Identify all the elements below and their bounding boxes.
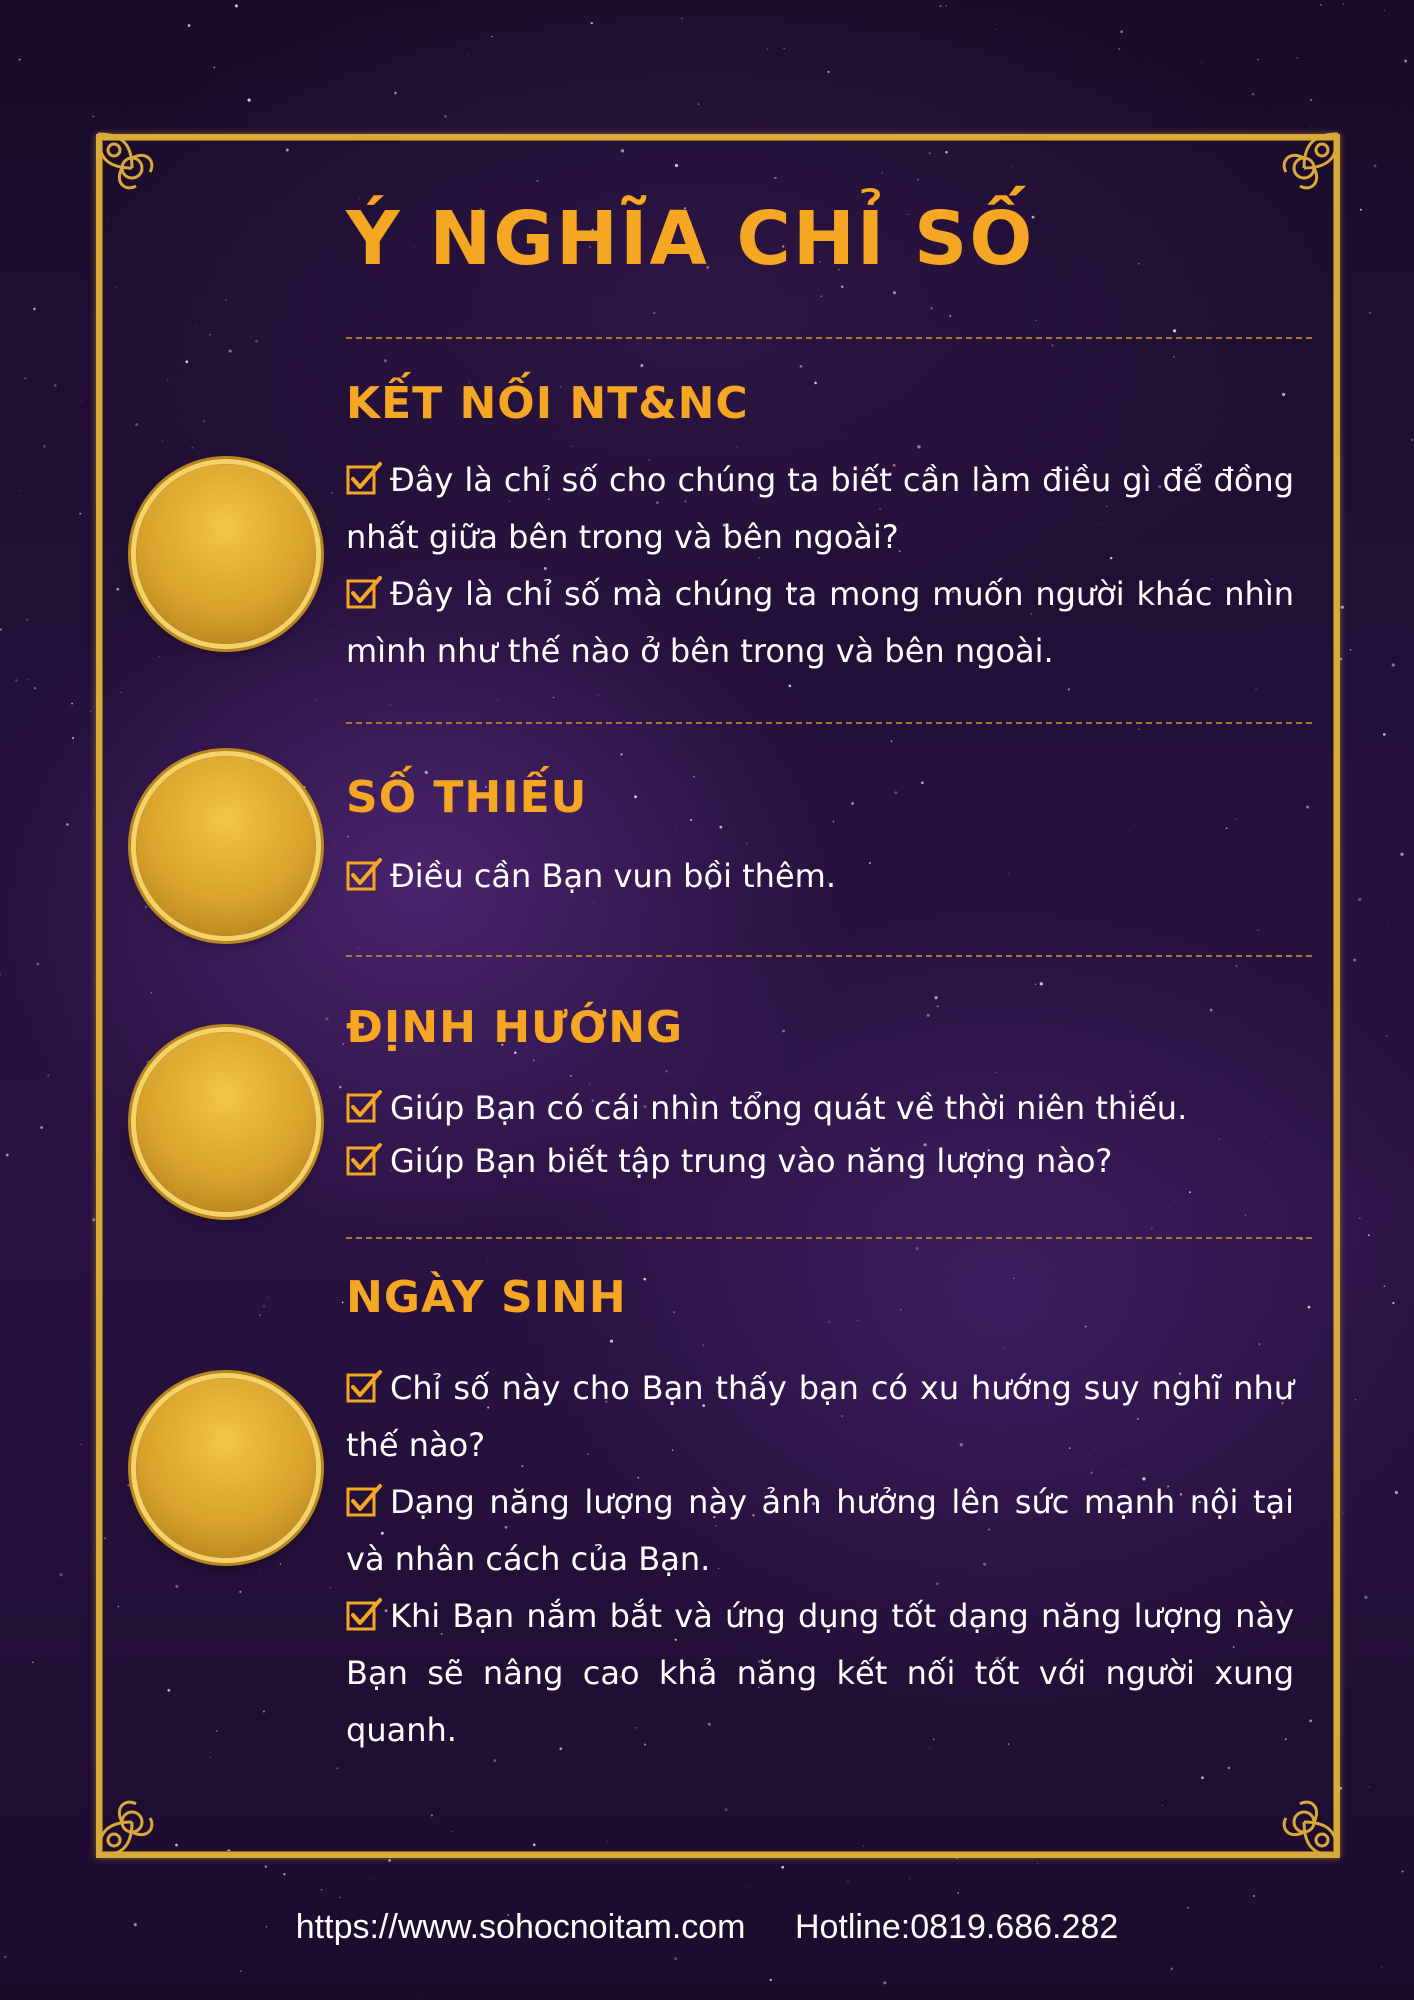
list-item-text: Chỉ số này cho Bạn thấy bạn có xu hướng suy nghĩ như thế nào? bbox=[346, 1369, 1294, 1464]
star bbox=[1359, 1218, 1361, 1220]
star bbox=[1343, 3, 1344, 4]
corner-ornament-icon bbox=[1272, 128, 1344, 200]
star bbox=[1201, 62, 1202, 63]
list-item-text: Dạng năng lượng này ảnh hưởng lên sức mạnh nội tại và nhân cách của Bạn. bbox=[346, 1483, 1294, 1578]
list-item bbox=[346, 452, 1294, 566]
star bbox=[66, 823, 69, 826]
star bbox=[19, 59, 21, 61]
hotline-text: Hotline:0819.686.282 bbox=[794, 1908, 1119, 1946]
star bbox=[238, 74, 239, 75]
list-item bbox=[346, 1135, 1294, 1188]
star bbox=[1343, 1512, 1344, 1513]
list-item-text: Giúp Bạn có cái nhìn tổng quát về thời niên thiếu. bbox=[390, 1089, 1188, 1127]
star bbox=[47, 1074, 49, 1076]
star bbox=[783, 47, 785, 49]
gold-coin-icon bbox=[136, 756, 316, 936]
star bbox=[54, 384, 57, 387]
section-title-so-thieu: SỐ THIẾU bbox=[346, 772, 588, 823]
star bbox=[283, 1873, 285, 1875]
star bbox=[6, 1154, 9, 1157]
star bbox=[591, 22, 593, 24]
star bbox=[235, 4, 238, 7]
star bbox=[909, 1878, 910, 1879]
star bbox=[19, 490, 20, 491]
star bbox=[1371, 1709, 1372, 1710]
star bbox=[1392, 1302, 1394, 1304]
star bbox=[79, 513, 81, 515]
star bbox=[674, 1957, 677, 1960]
star bbox=[24, 377, 26, 379]
star bbox=[957, 1858, 958, 1859]
section-body-dinh-huong bbox=[346, 1082, 1294, 1188]
star bbox=[72, 737, 74, 739]
list-item bbox=[346, 848, 1294, 905]
star bbox=[698, 103, 699, 104]
checkbox-checked-icon bbox=[346, 1483, 384, 1517]
star bbox=[1395, 1491, 1398, 1494]
star bbox=[394, 92, 397, 95]
star bbox=[1387, 924, 1388, 925]
star bbox=[0, 973, 1, 975]
star bbox=[770, 1979, 772, 1981]
star bbox=[925, 15, 926, 16]
checkbox-checked-icon bbox=[346, 575, 384, 609]
star bbox=[883, 1981, 886, 1984]
star bbox=[1402, 1870, 1404, 1872]
star bbox=[767, 48, 768, 49]
star bbox=[1381, 1967, 1382, 1968]
star bbox=[1350, 649, 1352, 651]
star bbox=[81, 1444, 82, 1445]
section-divider bbox=[346, 337, 1312, 339]
star bbox=[265, 1865, 268, 1868]
star bbox=[213, 66, 215, 68]
section-body-ngay-sinh bbox=[346, 1360, 1294, 1759]
star bbox=[1320, 4, 1322, 6]
list-item bbox=[346, 1082, 1294, 1135]
star bbox=[1356, 1029, 1357, 1030]
star bbox=[996, 29, 997, 30]
list-item bbox=[346, 566, 1294, 680]
star bbox=[1383, 733, 1386, 736]
star bbox=[71, 703, 73, 705]
star bbox=[240, 1970, 242, 1972]
star bbox=[36, 962, 39, 965]
list-item-text: Khi Bạn nắm bắt và ứng dụng tốt dạng năng lượng này Bạn sẽ nâng cao khả năng kết nối tốt với người xung quanh. bbox=[346, 1597, 1294, 1749]
star bbox=[1360, 209, 1362, 211]
gold-coin-icon bbox=[136, 1032, 316, 1212]
checkbox-checked-icon bbox=[346, 1089, 384, 1123]
star bbox=[1358, 898, 1361, 901]
star bbox=[43, 445, 46, 448]
star bbox=[492, 36, 493, 37]
corner-ornament-icon bbox=[92, 1790, 164, 1862]
star bbox=[1310, 99, 1312, 101]
section-title-ngay-sinh: NGÀY SINH bbox=[346, 1272, 627, 1323]
star bbox=[781, 1866, 784, 1869]
star bbox=[1384, 10, 1385, 11]
list-item-text: Điều cần Bạn vun bồi thêm. bbox=[390, 857, 836, 895]
checkbox-checked-icon bbox=[346, 461, 384, 495]
list-item-text: Đây là chỉ số cho chúng ta biết cần làm điều gì để đồng nhất giữa bên trong và bên ngoài? bbox=[346, 461, 1294, 556]
section-divider bbox=[346, 1237, 1312, 1239]
star bbox=[1400, 853, 1403, 856]
star bbox=[467, 55, 468, 56]
checkbox-checked-icon bbox=[346, 1369, 384, 1403]
star bbox=[946, 5, 947, 6]
star bbox=[940, 5, 942, 7]
star bbox=[59, 1573, 62, 1576]
star bbox=[0, 628, 2, 631]
star bbox=[370, 1878, 371, 1879]
star bbox=[1368, 1786, 1369, 1787]
star bbox=[1392, 663, 1395, 666]
star bbox=[188, 24, 191, 27]
star bbox=[33, 308, 36, 311]
star bbox=[92, 116, 94, 118]
star bbox=[746, 1886, 747, 1887]
star bbox=[15, 679, 18, 682]
star bbox=[32, 1662, 33, 1663]
checkbox-checked-icon bbox=[346, 1597, 384, 1631]
section-divider bbox=[346, 955, 1312, 957]
list-item-text: Đây là chỉ số mà chúng ta mong muốn người khác nhìn mình như thế nào ở bên trong và bên ngoài. bbox=[346, 575, 1294, 670]
star bbox=[444, 115, 447, 118]
star bbox=[26, 618, 28, 620]
list-item bbox=[346, 1360, 1294, 1474]
section-title-ket-noi: KẾT NỐI NT&NC bbox=[346, 378, 749, 429]
list-item bbox=[346, 1588, 1294, 1759]
star bbox=[416, 1997, 417, 1998]
star bbox=[1374, 571, 1375, 572]
corner-ornament-icon bbox=[92, 128, 164, 200]
star bbox=[1355, 1399, 1356, 1400]
star bbox=[10, 387, 11, 388]
star bbox=[1378, 355, 1379, 356]
star bbox=[681, 18, 682, 19]
star bbox=[848, 1881, 849, 1882]
website-link[interactable]: https://www.sohocnoitam.com bbox=[295, 1908, 746, 1946]
section-divider bbox=[346, 722, 1312, 724]
page-title: Ý NGHĨA CHỈ SỐ bbox=[346, 196, 1035, 282]
star bbox=[1341, 606, 1344, 609]
star bbox=[1411, 439, 1413, 441]
star bbox=[4, 1956, 6, 1958]
star bbox=[1383, 1285, 1385, 1287]
star bbox=[1257, 59, 1258, 60]
star bbox=[1369, 312, 1371, 314]
star bbox=[92, 1218, 95, 1221]
corner-ornament-icon bbox=[1272, 1790, 1344, 1862]
star bbox=[957, 1892, 958, 1893]
star bbox=[1386, 1035, 1388, 1037]
section-title-dinh-huong: ĐỊNH HƯỚNG bbox=[346, 1002, 684, 1053]
star bbox=[40, 1126, 43, 1129]
star bbox=[27, 679, 28, 680]
star bbox=[1353, 959, 1356, 962]
star bbox=[1374, 657, 1375, 658]
star bbox=[1037, 1863, 1038, 1864]
star bbox=[1120, 30, 1123, 33]
section-body-ket-noi bbox=[346, 452, 1294, 680]
star bbox=[1340, 658, 1343, 661]
star bbox=[34, 687, 36, 689]
section-body-so-thieu bbox=[346, 848, 1294, 905]
star bbox=[1118, 48, 1120, 50]
star bbox=[321, 1889, 323, 1891]
star bbox=[1252, 93, 1254, 95]
star bbox=[827, 71, 829, 73]
star bbox=[1296, 57, 1298, 59]
list-item bbox=[346, 1474, 1294, 1588]
footer bbox=[0, 1908, 1414, 1947]
star bbox=[1253, 1895, 1255, 1897]
star bbox=[1374, 164, 1377, 167]
checkbox-checked-icon bbox=[346, 1142, 384, 1176]
gold-coin-icon bbox=[136, 464, 316, 644]
star bbox=[1364, 1596, 1367, 1599]
star bbox=[1170, 1968, 1173, 1971]
checkbox-checked-icon bbox=[346, 857, 384, 891]
star bbox=[1368, 1234, 1370, 1236]
star bbox=[388, 1859, 390, 1861]
star bbox=[90, 711, 91, 712]
gold-coin-icon bbox=[136, 1378, 316, 1558]
star bbox=[1404, 60, 1407, 63]
star bbox=[339, 1897, 340, 1898]
star bbox=[1310, 126, 1311, 127]
star bbox=[80, 401, 81, 402]
list-item-text: Giúp Bạn biết tập trung vào năng lượng nào? bbox=[390, 1142, 1113, 1180]
star bbox=[247, 98, 250, 101]
